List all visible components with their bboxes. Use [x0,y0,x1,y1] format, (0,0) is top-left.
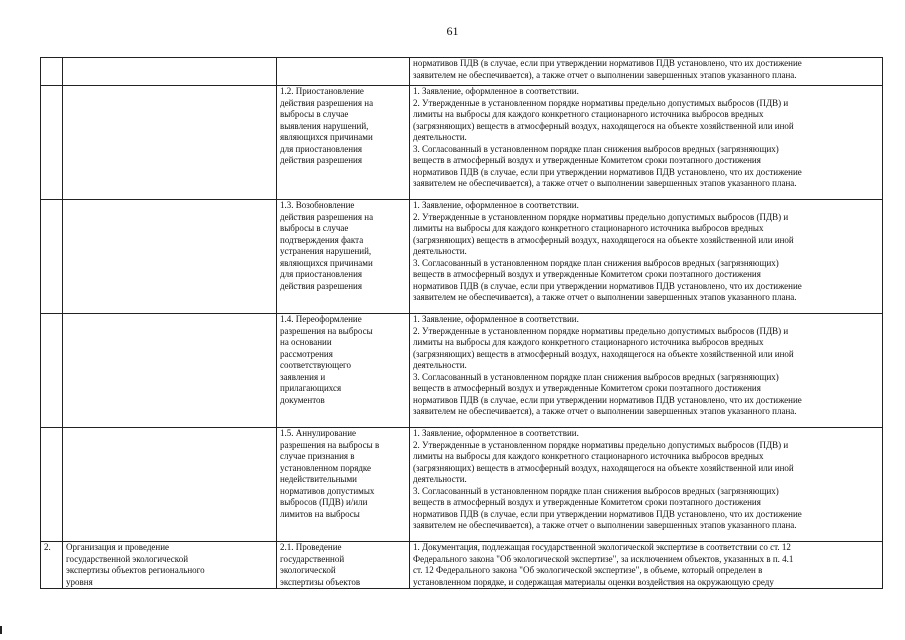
text-line: 1. Документация, подлежащая государственной экологической экспертизе в соответствии со ст. 12 [413,542,791,552]
cell-documents [410,86,883,200]
text-line: действия разрешения [280,155,363,165]
text-line: государственной [280,553,345,564]
text-line: (загрязняющих) веществ в атмосферный воздух, находящегося на объекте хозяйственной или иной [413,234,794,245]
text-line: документов [280,394,325,405]
text-line: действия разрешения [280,280,363,291]
document-table [40,57,883,589]
cell-function [63,428,277,542]
text-line: нормативов ПДВ (в случае, если при утверждении нормативов ПДВ установлено, что их достижение [413,508,802,519]
table-row [41,86,883,200]
table-body [41,58,883,589]
text-line: 3. Согласованный в установленном порядке план снижения выбросов вредных (загрязняющих) [413,371,779,382]
cell-documents [410,58,883,86]
text-line: 1.2. Приостановление [280,86,364,96]
text-line: деятельности. [413,246,467,256]
cell-number [41,86,63,200]
cell-documents [410,428,883,542]
text-line: экспертизы объектов регионального [66,565,205,575]
text-line: выявления нарушений, [280,120,369,131]
cell-subfunction [277,58,410,86]
text-line: 2. Утвержденные в установленном порядке нормативы предельно допустимых выбросов (ПДВ) и [413,97,789,108]
text-line: 1.4. Переоформление [280,314,362,324]
cell-function [63,58,277,86]
cell-documents [410,542,883,589]
text-line: Федерального закона "Об экологической экспертизе", за исключением объектов, указанных в п. 4.1 [413,553,794,564]
text-line: заявителем не обеспечивается), а также отчет о выполнении завершенных этапов указанного плана. [413,292,797,302]
cell-subfunction [277,86,410,200]
table-row [41,314,883,428]
text-line: лимиты на выбросы для каждого конкретного стационарного источника выбросов вредных [413,337,764,347]
text-line: являющихся причинами [280,257,373,268]
text-line: 2. Утвержденные в установленном порядке нормативы предельно допустимых выбросов (ПДВ) и [413,211,789,222]
text-line: выбросы в случае [280,223,349,233]
text-line: 1. Заявление, оформленное в соответствии. [413,200,579,210]
cell-subfunction [277,314,410,428]
text-line: уровня [66,576,93,587]
cell-documents [410,314,883,428]
text-line: нормативов ПДВ (в случае, если при утверждении нормативов ПДВ установлено, что их достижение [413,58,802,68]
text-line: государственной экологической [66,553,189,564]
text-line: веществ в атмосферный воздух и утвержденные Комитетом сроки поэтапного достижения [413,383,761,393]
text-line: 3. Согласованный в установленном порядке план снижения выбросов вредных (загрязняющих) [413,485,779,496]
text-line: лимиты на выбросы для каждого конкретного стационарного источника выбросов вредных [413,451,764,461]
text-line: 3. Согласованный в установленном порядке план снижения выбросов вредных (загрязняющих) [413,143,779,154]
text-line: 3. Согласованный в установленном порядке план снижения выбросов вредных (загрязняющих) [413,257,779,268]
cell-function [63,542,277,589]
text-line: для приостановления [280,143,363,154]
cell-number [41,58,63,86]
text-line: деятельности. [413,360,467,370]
text-line: лимитов на выбросы [280,508,360,519]
text-line: случае признания в [280,451,355,461]
cell-function [63,200,277,314]
text-line: веществ в атмосферный воздух и утвержденные Комитетом сроки поэтапного достижения [413,497,761,507]
text-line: разрешения на выбросы в [280,439,380,450]
page-number: 61 [446,24,459,38]
text-line: 1. Заявление, оформленное в соответствии. [413,428,579,438]
text-line: деятельности. [413,132,467,142]
text-line: заявителем не обеспечивается), а также отчет о выполнении завершенных этапов указанного плана. [413,406,797,416]
text-line: рассмотрения [280,348,333,359]
text-line: лимиты на выбросы для каждого конкретного стационарного источника выбросов вредных [413,223,764,233]
text-line: установленном порядке, и содержащая материалы оценки воздействия на окружающую среду [413,576,774,587]
text-line: заявителем не обеспечивается), а также отчет о выполнении завершенных этапов указанного плана. [413,69,797,80]
text-line: на основании [280,337,332,347]
text-line: установленном порядке [280,462,372,473]
text-line: (загрязняющих) веществ в атмосферный воздух, находящегося на объекте хозяйственной или иной [413,462,794,473]
text-line: 1.5. Аннулирование [280,428,357,438]
text-line: соответствующего [280,360,352,370]
text-line: нормативов ПДВ (в случае, если при утверждении нормативов ПДВ установлено, что их достижение [413,166,802,177]
cell-function [63,314,277,428]
cell-subfunction [277,200,410,314]
text-line: ст. 12 Федерального закона "Об экологической экспертизе", в объеме, который определен в [413,565,763,575]
text-line: заявления и [280,371,326,382]
text-line: лимиты на выбросы для каждого конкретного стационарного источника выбросов вредных [413,109,764,119]
cell-function [63,86,277,200]
text-line: деятельности. [413,474,467,484]
text-line: веществ в атмосферный воздух и утвержденные Комитетом сроки поэтапного достижения [413,155,761,165]
text-line: действия разрешения на [280,97,374,108]
text-line: выбросы в случае [280,109,349,119]
text-line: выбросов (ПДВ) и/или [280,497,368,507]
cell-documents [410,200,883,314]
table-row [41,200,883,314]
cell-number [41,200,63,314]
text-line: нормативов допустимых [280,485,375,496]
text-line: для приостановления [280,269,363,279]
text-line: заявителем не обеспечивается), а также отчет о выполнении завершенных этапов указанного плана. [413,520,797,530]
text-line: подтверждения факта [280,234,364,245]
table-row [41,428,883,542]
cell-number [41,428,63,542]
text-line: веществ в атмосферный воздух и утвержденные Комитетом сроки поэтапного достижения [413,269,761,279]
text-line: устранения нарушений, [280,246,372,256]
text-line: 2. Утвержденные в установленном порядке нормативы предельно допустимых выбросов (ПДВ) и [413,325,789,336]
cell-number [41,314,63,428]
text-line: экологической [280,565,336,575]
margin-mark [0,626,2,634]
text-line: заявителем не обеспечивается), а также отчет о выполнении завершенных этапов указанного плана. [413,178,797,188]
text-line: (загрязняющих) веществ в атмосферный воздух, находящегося на объекте хозяйственной или иной [413,120,794,131]
cell-number: 2. [41,542,63,589]
table-row [41,542,883,589]
text-line: 1.3. Возобновление [280,200,355,210]
text-line: недействительными [280,474,357,484]
cell-subfunction [277,428,410,542]
text-line: 1. Заявление, оформленное в соответствии. [413,314,579,324]
text-line: Организация и проведение [66,542,170,552]
cell-subfunction [277,542,410,589]
text-line: 2.1. Проведение [280,542,342,552]
text-line: 1. Заявление, оформленное в соответствии. [413,86,579,96]
text-line: действия разрешения на [280,211,374,222]
text-line: разрешения на выбросы [280,325,373,336]
text-line: (загрязняющих) веществ в атмосферный воздух, находящегося на объекте хозяйственной или иной [413,348,794,359]
text-line: 2. Утвержденные в установленном порядке нормативы предельно допустимых выбросов (ПДВ) и [413,439,789,450]
text-line: экспертизы объектов [280,576,361,587]
table-row [41,58,883,86]
text-line: нормативов ПДВ (в случае, если при утверждении нормативов ПДВ установлено, что их достижение [413,280,802,291]
text-line: нормативов ПДВ (в случае, если при утверждении нормативов ПДВ установлено, что их достижение [413,394,802,405]
text-line: прилагающихся [280,383,342,393]
text-line: являющихся причинами [280,132,373,142]
